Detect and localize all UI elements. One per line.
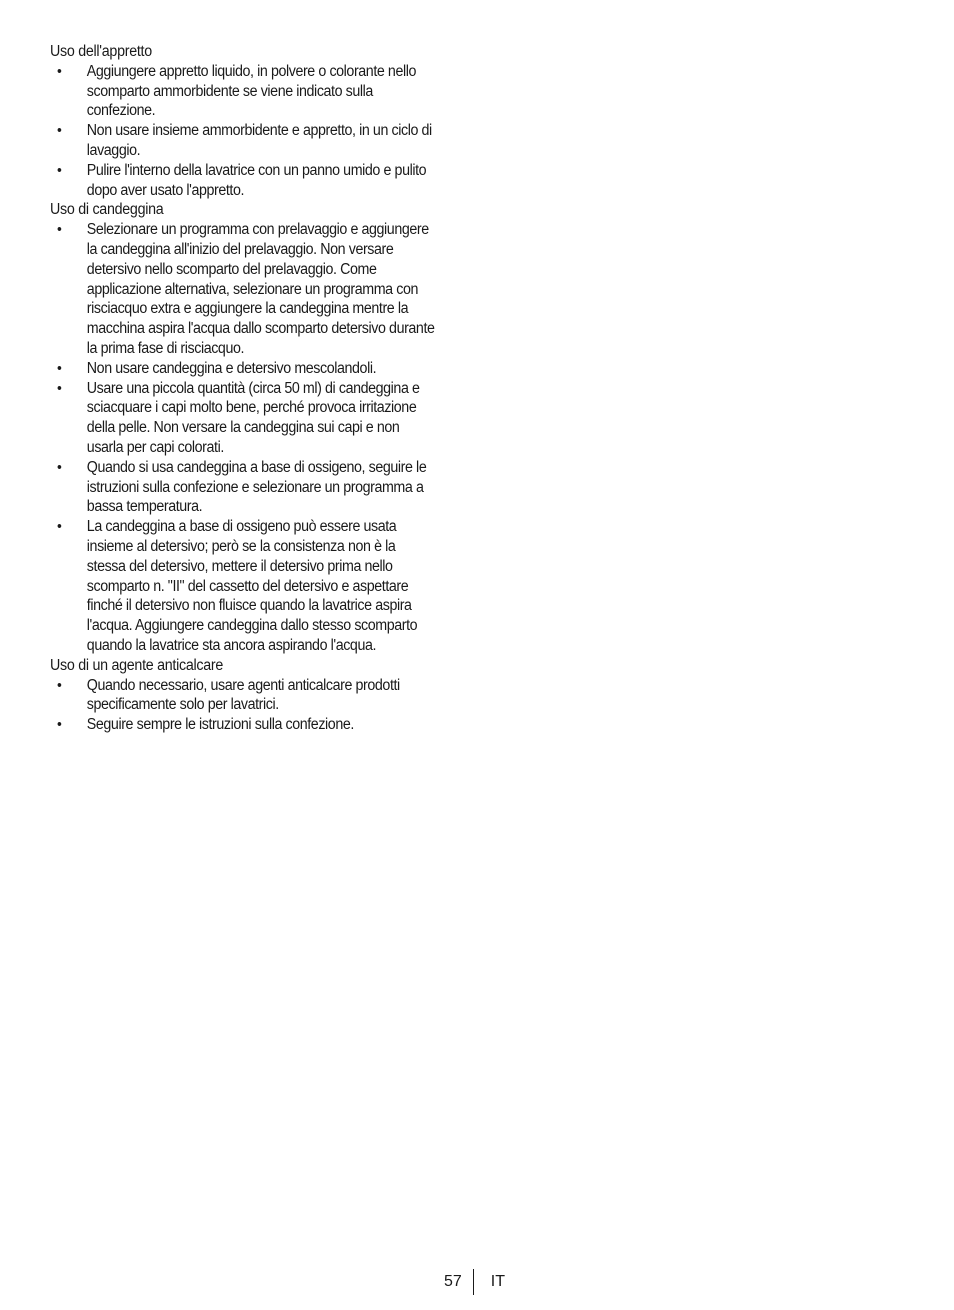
list-item	[50, 62, 436, 121]
list-item	[50, 517, 436, 656]
list-item	[50, 220, 436, 359]
list-item-text: Pulire l'interno della lavatrice con un panno umido e pulito dopo aver usato l'appretto.	[86, 161, 427, 199]
bullet-icon: •	[56, 379, 62, 397]
list-item-text: Seguire sempre le istruzioni sulla confezione.	[86, 716, 354, 734]
page-number: 57	[444, 1273, 462, 1290]
bullet-list	[50, 220, 436, 656]
list-item-text: Selezionare un programma con prelavaggio e aggiungere la candeggina all'inizio del prelavaggio. Non versare detersivo nello scomparto del prelavaggio. Come applicazione alternativa, selezionare un programma con risciacquo extra e aggiungere la candeggina mentre la macchina aspira l'acqua dallo scomparto detersivo durante la prima fase di risciacquo.	[86, 221, 435, 357]
list-item-text: Usare una piccola quantità (circa 50 ml) di candeggina e sciacquare i capi molto bene, perché provoca irritazione della pelle. Non versare la candeggina sui capi e non usarla per capi colorati.	[86, 379, 420, 456]
section-title: Uso dell'appretto	[50, 43, 152, 60]
list-item	[50, 121, 436, 161]
section-title: Uso di un agente anticalcare	[50, 656, 224, 674]
bullet-icon: •	[56, 518, 62, 536]
bullet-list	[50, 676, 436, 735]
bullet-icon: •	[56, 458, 62, 476]
bullet-icon: •	[56, 359, 62, 377]
list-item-text: Quando si usa candeggina a base di ossigeno, seguire le istruzioni sulla confezione e selezionare un programma a bassa temperatura.	[86, 458, 427, 516]
bullet-icon: •	[56, 676, 62, 694]
section-appretto	[50, 42, 436, 200]
list-item	[50, 359, 436, 379]
section-anticalcare	[50, 656, 436, 735]
list-item-text: Aggiungere appretto liquido, in polvere o colorante nello scomparto ammorbidente se viene indicato sulla confezione.	[86, 62, 416, 120]
language-code: IT	[490, 1273, 506, 1290]
bullet-icon: •	[56, 161, 62, 179]
list-item-text: La candeggina a base di ossigeno può essere usata insieme al detersivo; però se la consistenza non è la stessa del detersivo, mettere il detersivo prima nello scomparto n. "II" del cassetto del detersivo e aspettare finché il detersivo non fluisce quando la lavatrice aspira l'acqua. Aggiungere candeggina dallo stesso scomparto quando la lavatrice sta ancora aspirando l'acqua.	[86, 518, 418, 654]
list-item	[50, 161, 436, 201]
bullet-icon: •	[56, 716, 62, 734]
list-item	[50, 458, 436, 517]
bullet-icon: •	[56, 62, 62, 80]
list-item	[50, 715, 436, 735]
document-body	[50, 42, 436, 735]
list-item-text: Non usare insieme ammorbidente e appretto, in un ciclo di lavaggio.	[86, 122, 432, 159]
page-footer	[444, 1270, 505, 1294]
bullet-list	[50, 62, 436, 201]
bullet-icon: •	[56, 122, 62, 140]
list-item	[50, 676, 436, 716]
section-title: Uso di candeggina	[50, 201, 164, 219]
list-item-text: Non usare candeggina e detersivo mescolandoli.	[86, 359, 377, 377]
bullet-icon: •	[56, 221, 62, 239]
section-candeggina	[50, 200, 436, 655]
list-item	[50, 379, 436, 458]
list-item-text: Quando necessario, usare agenti anticalcare prodotti specificamente solo per lavatrici.	[86, 676, 400, 714]
